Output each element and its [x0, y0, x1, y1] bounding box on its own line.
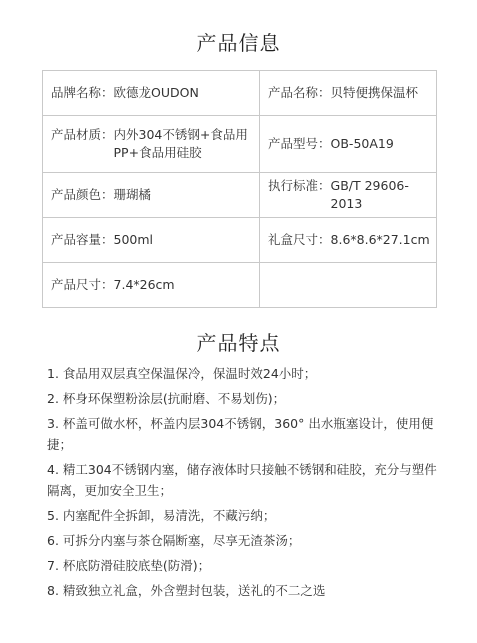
spec-label: 产品名称： — [268, 85, 331, 100]
spec-value: 珊瑚橘 — [113, 187, 152, 202]
feature-item: 4. 精工304不锈钢内塞，储存液体时只接触不锈钢和硅胶，充分与塑件隔离，更加安全卫生； — [47, 462, 437, 498]
features-list — [47, 363, 447, 605]
spec-cell-model — [260, 116, 437, 173]
spec-cell-product-name — [260, 71, 437, 116]
spec-row — [43, 173, 437, 218]
spec-row — [43, 71, 437, 116]
spec-cell-brand — [43, 71, 260, 116]
feature-item: 8. 精致独立礼盒，外含塑封包装，送礼的不二之选 — [47, 583, 326, 598]
spec-value: 欧德龙OUDON — [113, 85, 199, 100]
spec-cell-color — [43, 173, 260, 218]
feature-item: 2. 杯身环保塑粉涂层(抗耐磨、不易划伤)； — [47, 391, 286, 406]
spec-row — [43, 218, 437, 263]
spec-label: 产品材质： — [51, 127, 114, 142]
spec-cell-box-size — [260, 218, 437, 263]
spec-value: GB/T 29606-2013 — [330, 178, 409, 211]
feature-item: 7. 杯底防滑硅胶底垫(防滑)； — [47, 558, 211, 573]
feature-item: 5. 内塞配件全拆卸，易清洗，不藏污纳； — [47, 508, 276, 523]
product-features-title: 产品特点 — [196, 331, 281, 355]
spec-row — [43, 116, 437, 173]
spec-label: 产品颜色： — [51, 187, 114, 202]
feature-item: 1. 食品用双层真空保温保冷，保温时效24小时； — [47, 366, 317, 381]
spec-table — [42, 70, 437, 308]
spec-value: 贝特便携保温杯 — [330, 85, 419, 100]
spec-cell-material — [43, 116, 260, 173]
spec-value: 内外304不锈钢+食品用PP+食品用硅胶 — [113, 127, 248, 160]
spec-cell-capacity — [43, 218, 260, 263]
spec-value: OB-50A19 — [330, 136, 394, 151]
spec-label: 品牌名称： — [51, 85, 114, 100]
spec-value: 8.6*8.6*27.1cm — [330, 232, 430, 247]
spec-value: 7.4*26cm — [113, 277, 175, 292]
feature-item: 6. 可拆分内塞与茶仓隔断塞，尽享无渣茶汤； — [47, 533, 301, 548]
spec-label: 产品尺寸： — [51, 277, 114, 292]
spec-cell-standard — [260, 173, 437, 218]
spec-label: 礼盒尺寸： — [268, 232, 331, 247]
spec-label: 产品型号： — [268, 136, 331, 151]
spec-cell-size — [43, 263, 260, 308]
product-info-title: 产品信息 — [196, 31, 281, 55]
spec-row — [43, 263, 437, 308]
spec-label: 产品容量： — [51, 232, 114, 247]
feature-item: 3. 杯盖可做水杯，杯盖内层304不锈钢，360° 出水瓶塞设计，使用便捷； — [47, 416, 434, 452]
spec-value: 500ml — [113, 232, 154, 247]
spec-cell-empty — [260, 263, 437, 308]
spec-label: 执行标准： — [268, 178, 331, 193]
